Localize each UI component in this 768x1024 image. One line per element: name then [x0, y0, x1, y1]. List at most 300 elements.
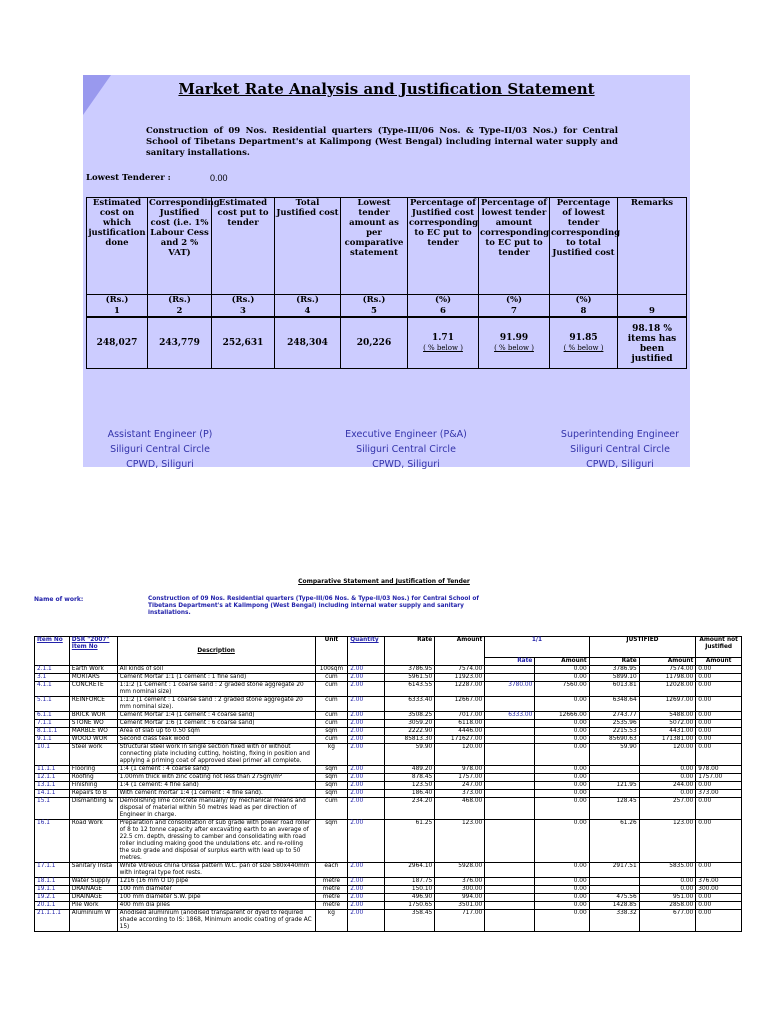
rate-cell: 6143.55 — [385, 682, 435, 697]
not-justified-cell: 0.00 — [696, 894, 742, 902]
summary-header: Estimated cost put to tender — [212, 198, 275, 295]
quantity-cell: 2.00 — [348, 744, 385, 766]
description-cell: 1:4 (1 cement : 4 coarse sand) — [117, 766, 315, 774]
header-amount: Amount — [435, 637, 485, 666]
unit-cell: metre — [315, 894, 348, 902]
table-row — [35, 820, 742, 863]
summary-header: Percentage of lowest tender corresponding to total Justified cost — [550, 198, 618, 295]
rate-cell: 2964.10 — [385, 863, 435, 878]
category-cell: REINFORCE — [69, 697, 117, 712]
item-no-cell: 15.1 — [35, 798, 70, 820]
justified-amount-cell: 12028.00 — [639, 682, 696, 697]
description-cell: 400 mm dia piles — [117, 902, 315, 910]
signature-circle: Siliguri Central Circle — [110, 444, 210, 455]
summary-col-number: 6 — [408, 306, 479, 317]
summary-col-number: 3 — [212, 306, 275, 317]
justified-amount-cell: 5488.00 — [639, 712, 696, 720]
item-no-cell: 7.1.1 — [35, 720, 70, 728]
justified-amount-cell: 12697.00 — [639, 697, 696, 712]
category-cell: Repairs to B — [69, 790, 117, 798]
summary-value: 1.71 — [432, 333, 454, 343]
category-cell: Flooring — [69, 766, 117, 774]
summary-unit: (Rs.) — [87, 295, 148, 307]
tender-rate-cell — [485, 666, 535, 674]
rate-cell: 150.10 — [385, 886, 435, 894]
tender-amount-cell: 0.00 — [535, 666, 589, 674]
signature-office: CPWD, Siliguri — [372, 459, 440, 470]
tender-rate-cell — [485, 766, 535, 774]
quantity-cell: 2.00 — [348, 878, 385, 886]
category-cell: WOOD WOR — [69, 736, 117, 744]
item-no-cell: 4.1.1 — [35, 682, 70, 697]
tender-rate-cell — [485, 798, 535, 820]
description-cell: Cement Mortar 1:6 (1 cement : 6 coarse sand) — [117, 720, 315, 728]
tender-rate-cell — [485, 894, 535, 902]
lowest-tenderer-label: Lowest Tenderer : — [86, 173, 171, 183]
rate-cell: 187.75 — [385, 878, 435, 886]
justified-rate-cell: 59.90 — [589, 744, 639, 766]
category-cell: Earth Work — [69, 666, 117, 674]
signature-circle: Siliguri Central Circle — [570, 444, 670, 455]
description-cell: 1216 (16 mm O D) pipe — [117, 878, 315, 886]
header-not-justified-amount: Amount — [696, 658, 742, 666]
summary-unit: (Rs.) — [341, 295, 408, 307]
description-cell: Second class teak wood — [117, 736, 315, 744]
table-row — [35, 766, 742, 774]
tender-rate-cell — [485, 728, 535, 736]
unit-cell: sqm — [315, 820, 348, 863]
category-cell: STONE WO — [69, 720, 117, 728]
amount-cell: 4446.00 — [435, 728, 485, 736]
amount-cell: 468.00 — [435, 798, 485, 820]
tender-amount-cell: 12666.00 — [535, 712, 589, 720]
header-quantity: Quantity — [348, 637, 385, 666]
item-no-cell: 14.1.1 — [35, 790, 70, 798]
comparative-title: Comparative Statement and Justification of Tender — [298, 578, 470, 585]
category-cell: Road Work — [69, 820, 117, 863]
header-justified: JUSTIFIED — [589, 637, 696, 658]
summary-header: Lowest tender amount as per comparative statement — [341, 198, 408, 295]
summary-value: 252,631 — [212, 317, 275, 369]
justified-rate-cell: 2215.53 — [589, 728, 639, 736]
amount-cell: 6118.00 — [435, 720, 485, 728]
signature-superintending-engineer — [530, 427, 710, 472]
tender-amount-cell: 0.00 — [535, 902, 589, 910]
rate-cell: 186.40 — [385, 790, 435, 798]
justified-rate-cell — [589, 790, 639, 798]
description-cell: With cement mortar 1:4 (1 cement : 4 fine sand). — [117, 790, 315, 798]
amount-cell: 376.00 — [435, 878, 485, 886]
description-cell: 100 mm diameter S.W. pipe — [117, 894, 315, 902]
item-no-cell: 8.1.1.1 — [35, 728, 70, 736]
summary-value-cell — [550, 317, 618, 369]
summary-header: Remarks — [618, 198, 687, 295]
description-cell: 1:1:2 (1 cement : 1 coarse sand : 2 graded stone aggregate 20 mm nominal size). — [117, 697, 315, 712]
summary-value: 248,027 — [87, 317, 148, 369]
category-cell: DRAINAGE — [69, 886, 117, 894]
justified-amount-cell: 0.00 — [639, 766, 696, 774]
tender-rate-cell — [485, 736, 535, 744]
amount-cell: 994.00 — [435, 894, 485, 902]
amount-cell: 373.00 — [435, 790, 485, 798]
item-no-cell: 5.1.1 — [35, 697, 70, 712]
summary-unit: (Rs.) — [212, 295, 275, 307]
justified-amount-cell: 171381.00 — [639, 736, 696, 744]
quantity-cell: 2.00 — [348, 766, 385, 774]
summary-col-number: 5 — [341, 306, 408, 317]
justified-rate-cell: 3786.95 — [589, 666, 639, 674]
unit-cell: metre — [315, 878, 348, 886]
unit-cell: metre — [315, 902, 348, 910]
quantity-cell: 2.00 — [348, 674, 385, 682]
amount-cell: 300.00 — [435, 886, 485, 894]
summary-value: 91.99 — [499, 333, 529, 343]
not-justified-cell: 0.00 — [696, 736, 742, 744]
table-row — [35, 720, 742, 728]
not-justified-cell: 0.00 — [696, 820, 742, 863]
not-justified-cell: 373.00 — [696, 790, 742, 798]
summary-value: 248,304 — [275, 317, 341, 369]
rate-cell: 6333.40 — [385, 697, 435, 712]
item-no-cell: 18.1.1 — [35, 878, 70, 886]
table-row — [35, 894, 742, 902]
description-cell: Area of slab up to 0.50 sqm — [117, 728, 315, 736]
tender-amount-cell: 0.00 — [535, 782, 589, 790]
justified-rate-cell — [589, 886, 639, 894]
quantity-cell: 2.00 — [348, 902, 385, 910]
table-row — [35, 886, 742, 894]
justified-rate-cell: 475.56 — [589, 894, 639, 902]
rate-cell: 496.90 — [385, 894, 435, 902]
quantity-cell: 2.00 — [348, 712, 385, 720]
table-row — [35, 878, 742, 886]
unit-cell: metre — [315, 886, 348, 894]
unit-cell: each — [315, 863, 348, 878]
summary-unit: (%) — [479, 295, 550, 307]
not-justified-cell: 0.00 — [696, 682, 742, 697]
category-cell: Steel work — [69, 744, 117, 766]
description-cell: White Vitreous china Orissa pattern W.C. pan of size 580x440mm with integral type foot rests. — [117, 863, 315, 878]
item-no-cell: 13.1.1 — [35, 782, 70, 790]
not-justified-cell: 0.00 — [696, 674, 742, 682]
category-cell: Water Supply — [69, 878, 117, 886]
not-justified-cell: 0.00 — [696, 744, 742, 766]
quantity-cell: 2.00 — [348, 790, 385, 798]
table-row — [35, 790, 742, 798]
unit-cell: cum — [315, 720, 348, 728]
unit-cell: cum — [315, 682, 348, 697]
tender-rate-cell — [485, 886, 535, 894]
justified-amount-cell: 5072.00 — [639, 720, 696, 728]
not-justified-cell: 0.00 — [696, 910, 742, 932]
rate-cell: 234.20 — [385, 798, 435, 820]
below-label: ( % below ) — [494, 344, 534, 352]
table-row — [35, 782, 742, 790]
summary-header: Percentage of Justified cost corresponding to EC put to tender — [408, 198, 479, 295]
header-unit: Unit — [315, 637, 348, 666]
signature-assistant-engineer — [70, 427, 250, 472]
unit-cell: kg — [315, 910, 348, 932]
tender-rate-cell — [485, 820, 535, 863]
tender-amount-cell: 0.00 — [535, 697, 589, 712]
rate-cell: 489.20 — [385, 766, 435, 774]
below-label: ( % below ) — [423, 344, 463, 352]
category-cell: MARBLE WO — [69, 728, 117, 736]
summary-header: Percentage of lowest tender amount corresponding to EC put to tender — [479, 198, 550, 295]
summary-value: 20,226 — [341, 317, 408, 369]
unit-cell: sqm — [315, 782, 348, 790]
tender-amount-cell: 0.00 — [535, 774, 589, 782]
tender-rate-cell — [485, 697, 535, 712]
amount-cell: 12287.00 — [435, 682, 485, 697]
category-cell: Aluminium W — [69, 910, 117, 932]
tender-rate-cell: 6333.00 — [485, 712, 535, 720]
rate-cell: 123.50 — [385, 782, 435, 790]
tender-rate-cell — [485, 674, 535, 682]
unit-cell: cum — [315, 697, 348, 712]
amount-cell: 7574.00 — [435, 666, 485, 674]
category-cell: DRAINAGE — [69, 894, 117, 902]
description-cell: Preparation and consolidation of sub grade with power road roller of 8 to 12 tonne capacity after excavating earth to an average of 22.5 cm. depth, dressing to camber and consolidating with road roller including making good the undulations etc. and re-rolling the sub grade and disposal of surplus earth with lead up to 50 metres. — [117, 820, 315, 863]
quantity-cell: 2.00 — [348, 720, 385, 728]
signature-circle: Siliguri Central Circle — [356, 444, 456, 455]
below-label: ( % below ) — [563, 344, 604, 352]
justified-amount-cell: 0.00 — [639, 790, 696, 798]
quantity-cell: 2.00 — [348, 894, 385, 902]
header-justified-amount: Amount — [639, 658, 696, 666]
description-cell: Cement Mortar 1:4 (1 cement : 4 coarse sand) — [117, 712, 315, 720]
description-cell: 1:1:2 (1 Cement : 1 coarse sand : 2 graded stone aggregate 20 mm nominal size) — [117, 682, 315, 697]
item-no-cell: 12.1.1 — [35, 774, 70, 782]
quantity-cell: 2.00 — [348, 666, 385, 674]
justified-rate-cell: 1428.85 — [589, 902, 639, 910]
quantity-cell: 2.00 — [348, 682, 385, 697]
signature-title: Superintending Engineer — [560, 429, 680, 440]
item-no-cell: 2.1.1 — [35, 666, 70, 674]
justified-rate-cell: 128.45 — [589, 798, 639, 820]
amount-cell: 123.00 — [435, 820, 485, 863]
justified-amount-cell: 257.00 — [639, 798, 696, 820]
header-item-no: Item No — [35, 637, 70, 666]
tender-rate-cell — [485, 878, 535, 886]
table-row — [35, 863, 742, 878]
item-no-cell: 17.1.1 — [35, 863, 70, 878]
justified-rate-cell — [589, 878, 639, 886]
item-no-cell: 16.1 — [35, 820, 70, 863]
not-justified-cell: 0.00 — [696, 720, 742, 728]
header-description: Description — [117, 637, 315, 666]
table-row — [35, 798, 742, 820]
quantity-cell: 2.00 — [348, 782, 385, 790]
justified-amount-cell: 951.00 — [639, 894, 696, 902]
justified-amount-cell: 4431.00 — [639, 728, 696, 736]
item-no-cell: 11.1.1 — [35, 766, 70, 774]
summary-value: 243,779 — [148, 317, 212, 369]
quantity-cell: 2.00 — [348, 820, 385, 863]
signature-title: Assistant Engineer (P) — [107, 429, 213, 440]
amount-cell: 11923.00 — [435, 674, 485, 682]
amount-cell: 5928.00 — [435, 863, 485, 878]
unit-cell: cum — [315, 712, 348, 720]
amount-cell: 12667.00 — [435, 697, 485, 712]
category-cell: Dismantling & — [69, 798, 117, 820]
description-cell: 100 mm diameter — [117, 886, 315, 894]
name-of-work-label: Name of work: — [34, 596, 84, 603]
unit-cell: cum — [315, 798, 348, 820]
tender-amount-cell: 0.00 — [535, 886, 589, 894]
not-justified-cell: 1757.00 — [696, 774, 742, 782]
description-cell: Demolishing lime concrete manually/ by mechanical means and disposal of material within 50 metres lead as per direction of Engineer in charge. — [117, 798, 315, 820]
rate-cell: 878.45 — [385, 774, 435, 782]
justified-amount-cell: 677.00 — [639, 910, 696, 932]
description-cell: Structural steel work in single section fixed with or without connecting plate including cutting, hoisting, fixing in position and applying a priming coat of approved steel primer all complete. — [117, 744, 315, 766]
lowest-tenderer-value: 0.00 — [210, 173, 228, 183]
summary-col-number: 4 — [275, 306, 341, 317]
summary-unit: (%) — [408, 295, 479, 307]
table-row — [35, 674, 742, 682]
justified-amount-cell: 123.00 — [639, 820, 696, 863]
quantity-cell: 2.00 — [348, 697, 385, 712]
table-row — [35, 902, 742, 910]
tender-amount-cell: 0.00 — [535, 798, 589, 820]
justified-amount-cell: 0.00 — [639, 878, 696, 886]
item-no-cell: 20.1.1 — [35, 902, 70, 910]
page-title: Market Rate Analysis and Justification Statement — [178, 80, 595, 98]
tender-rate-cell — [485, 782, 535, 790]
justified-rate-cell — [589, 774, 639, 782]
not-justified-cell: 0.00 — [696, 782, 742, 790]
justified-rate-cell: 61.26 — [589, 820, 639, 863]
rate-cell: 1750.65 — [385, 902, 435, 910]
tender-amount-cell: 0.00 — [535, 910, 589, 932]
tender-rate-cell — [485, 774, 535, 782]
rate-cell: 5961.50 — [385, 674, 435, 682]
justified-amount-cell: 0.00 — [639, 886, 696, 894]
not-justified-cell: 376.00 — [696, 878, 742, 886]
item-no-cell: 10.1 — [35, 744, 70, 766]
unit-cell: 100sqm — [315, 666, 348, 674]
table-row — [35, 774, 742, 782]
name-of-work-text: Construction of 09 Nos. Residential quarters (Type-III/06 Nos. & Type-II/03 Nos.) for Central School of Tibetans Department's at Kalimpong (West Bengal) including internal water supply and sanitary installations. — [148, 596, 479, 616]
summary-remarks: 98.18 % items has been justified — [618, 317, 687, 369]
table-row — [35, 712, 742, 720]
rate-cell: 2222.90 — [385, 728, 435, 736]
comparative-table — [34, 636, 742, 932]
quantity-cell: 2.00 — [348, 886, 385, 894]
summary-col-number: 2 — [148, 306, 212, 317]
table-row — [35, 666, 742, 674]
tender-rate-cell: 3780.00 — [485, 682, 535, 697]
tender-amount-cell: 0.00 — [535, 894, 589, 902]
signature-office: CPWD, Siliguri — [126, 459, 194, 470]
table-row — [35, 744, 742, 766]
tender-amount-cell: 0.00 — [535, 878, 589, 886]
description-cell: Cement Mortar 1:1 (1 cement : 1 fine sand) — [117, 674, 315, 682]
quantity-cell: 2.00 — [348, 728, 385, 736]
not-justified-cell: 0.00 — [696, 902, 742, 910]
summary-unit: (Rs.) — [275, 295, 341, 307]
table-row — [35, 728, 742, 736]
item-no-cell: 19.1.1 — [35, 886, 70, 894]
header-group-1-1: 1/1 — [485, 637, 589, 658]
rate-cell: 59.90 — [385, 744, 435, 766]
category-cell: MORTARS — [69, 674, 117, 682]
category-cell: Roofing — [69, 774, 117, 782]
signature-office: CPWD, Siliguri — [586, 459, 654, 470]
item-no-cell: 3.1 — [35, 674, 70, 682]
signature-title: Executive Engineer (P&A) — [345, 429, 467, 440]
amount-cell: 247.00 — [435, 782, 485, 790]
tender-amount-cell: 0.00 — [535, 766, 589, 774]
item-no-cell: 21.1.1.1 — [35, 910, 70, 932]
not-justified-cell: 0.00 — [696, 697, 742, 712]
tender-amount-cell: 0.00 — [535, 674, 589, 682]
justified-rate-cell: 2743.77 — [589, 712, 639, 720]
justified-rate-cell: 6013.81 — [589, 682, 639, 697]
justified-rate-cell: 6348.64 — [589, 697, 639, 712]
tender-rate-cell — [485, 910, 535, 932]
justified-rate-cell: 338.32 — [589, 910, 639, 932]
header-sub-rate: Rate — [485, 658, 535, 666]
description-cell: 1.00mm thick with zinc coating not less than 275gm/m² — [117, 774, 315, 782]
rate-cell: 3508.25 — [385, 712, 435, 720]
tender-amount-cell: 0.00 — [535, 820, 589, 863]
summary-unit: (%) — [550, 295, 618, 307]
summary-table — [86, 197, 687, 369]
summary-col-number: 1 — [87, 306, 148, 317]
category-cell: Sanitary Insta — [69, 863, 117, 878]
description-cell: Anodised aluminium (anodised transparent or dyed to required shade according to IS: 1868, Minimum anodic coating of grade AC 15) — [117, 910, 315, 932]
amount-cell: 171627.00 — [435, 736, 485, 744]
description-cell: 1:4 (1 cement: 4 fine sand) — [117, 782, 315, 790]
work-description: Construction of 09 Nos. Residential quarters (Type-III/06 Nos. & Type-II/03 Nos.) for Central School of Tibetans Department's at Kalimpong (West Bengal) including internal water supply and sanitary installations. — [146, 126, 618, 158]
quantity-cell: 2.00 — [348, 736, 385, 744]
not-justified-cell: 0.00 — [696, 712, 742, 720]
not-justified-cell: 978.00 — [696, 766, 742, 774]
justified-amount-cell: 11798.00 — [639, 674, 696, 682]
summary-col-number: 8 — [550, 306, 618, 317]
tender-amount-cell: 0.00 — [535, 736, 589, 744]
tender-amount-cell: 0.00 — [535, 720, 589, 728]
tender-amount-cell: 7560.00 — [535, 682, 589, 697]
justified-amount-cell: 7574.00 — [639, 666, 696, 674]
quantity-cell: 2.00 — [348, 774, 385, 782]
rate-cell: 3786.95 — [385, 666, 435, 674]
item-no-cell: 19.2.1 — [35, 894, 70, 902]
signature-executive-engineer — [316, 427, 496, 472]
unit-cell: sqm — [315, 774, 348, 782]
tender-amount-cell: 0.00 — [535, 728, 589, 736]
not-justified-cell: 0.00 — [696, 666, 742, 674]
unit-cell: cum — [315, 674, 348, 682]
table-row — [35, 697, 742, 712]
justified-amount-cell: 0.00 — [639, 774, 696, 782]
unit-cell: sqm — [315, 790, 348, 798]
amount-cell: 7017.00 — [435, 712, 485, 720]
tender-rate-cell — [485, 902, 535, 910]
unit-cell: cum — [315, 736, 348, 744]
amount-cell: 978.00 — [435, 766, 485, 774]
description-cell: All kinds of soil — [117, 666, 315, 674]
table-row — [35, 910, 742, 932]
not-justified-cell: 0.00 — [696, 863, 742, 878]
table-row — [35, 682, 742, 697]
header-rate: Rate — [385, 637, 435, 666]
category-cell: CONCRETE — [69, 682, 117, 697]
summary-unit — [618, 295, 687, 307]
header-amount-not-justified: Amount not Justified — [696, 637, 742, 658]
unit-cell: kg — [315, 744, 348, 766]
